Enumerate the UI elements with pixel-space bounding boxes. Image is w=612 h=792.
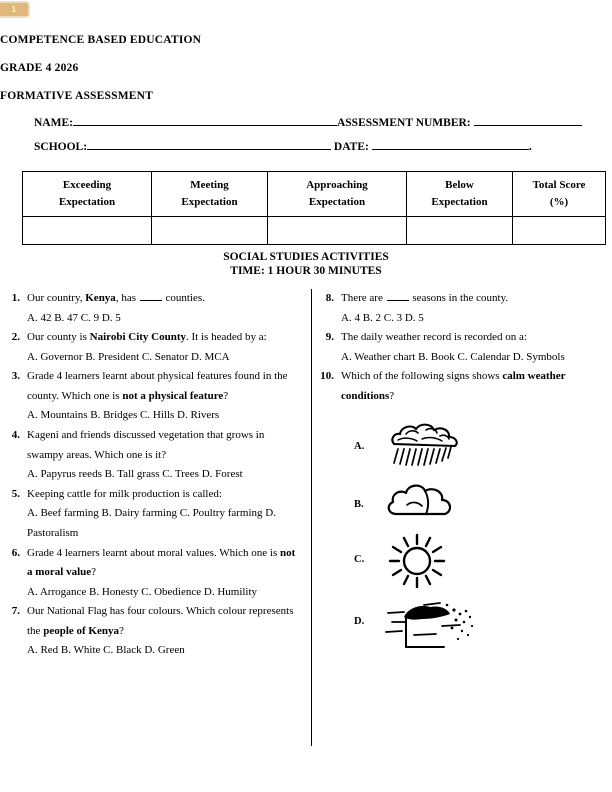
subject-time: TIME: 1 HOUR 30 MINUTES (230, 265, 382, 278)
page-number-label: 1 (11, 5, 17, 14)
question-emphasis: Nairobi City County (89, 331, 187, 344)
score-header-approaching-line2: Expectation (308, 196, 366, 208)
score-cell-total[interactable] (513, 217, 606, 245)
question-emphasis: not a moral value (27, 546, 296, 579)
score-header-approaching-line1: Approaching (306, 178, 368, 191)
question-item (6, 485, 298, 544)
question-text-run: Our county is (27, 331, 90, 344)
question-item (6, 544, 298, 603)
question-text-run: seasons in the county. (409, 292, 509, 304)
question-item (6, 426, 298, 485)
question-number: 1. (11, 292, 20, 304)
question-stem (27, 602, 298, 641)
question-stem (27, 367, 298, 406)
question-text-run: Our National Flag has four colours. Which colour represents the (27, 605, 294, 637)
question-text-run: ? (223, 389, 229, 402)
question-stem (27, 426, 298, 465)
question-number: 4. (11, 429, 20, 442)
question-text-run: Grade 4 learners learnt about physical features found in the county. Which one is (27, 370, 288, 402)
question-body (27, 289, 298, 328)
question-number: 7. (11, 605, 20, 618)
question-number: 6. (11, 546, 20, 559)
question-body (27, 426, 298, 485)
question-options[interactable]: A. Beef farming B. Dairy farming C. Poultry farming D. Pastoralism (27, 507, 276, 539)
question-item (6, 328, 298, 367)
score-table (22, 171, 606, 245)
weather-option-a[interactable] (320, 420, 606, 476)
sun-icon (384, 533, 454, 597)
candidate-fields (0, 115, 612, 163)
question-options[interactable]: A. Arrogance B. Honesty C. Obedience D. Humility (27, 585, 258, 598)
question-stem (27, 544, 298, 583)
score-table-value-row (23, 217, 606, 245)
score-header-total-line1: Total Score (532, 178, 586, 191)
question-text-run: There are (341, 292, 386, 304)
question-options[interactable]: A. Governor B. President C. Senator D. MCA (27, 350, 230, 363)
weather-option-d-label: D. (354, 616, 365, 628)
question-item (320, 367, 606, 406)
question-text-run: counties. (162, 292, 205, 304)
column-divider (311, 289, 312, 746)
question-item (6, 289, 298, 328)
question-body (27, 602, 298, 661)
weather-figure-group (320, 420, 606, 642)
score-header-below (407, 172, 513, 217)
question-text-run: . It is headed by a: (186, 331, 267, 344)
weather-option-b[interactable] (320, 478, 606, 534)
answer-blank[interactable] (140, 291, 162, 301)
school-input-rule[interactable] (87, 139, 331, 150)
question-text-run: Our country, (27, 292, 86, 304)
question-stem (27, 328, 298, 348)
question-text-run: Kageni and friends discussed vegetation that grows in swampy areas. Which one is it? (27, 429, 265, 461)
header-line-2: GRADE 4 2026 (0, 62, 79, 74)
score-header-total (513, 172, 606, 217)
score-header-total-line2: (%) (549, 196, 569, 208)
question-body (27, 328, 298, 367)
score-header-exceeding-line1: Exceeding (62, 178, 112, 191)
weather-option-d[interactable] (320, 595, 606, 651)
question-item (6, 602, 298, 661)
score-header-below-line2: Expectation (431, 196, 488, 208)
question-stem (341, 367, 606, 406)
score-cell-exceeding[interactable] (23, 217, 152, 245)
assessment-number-input-rule[interactable] (474, 115, 582, 126)
question-body (27, 544, 298, 603)
score-header-below-line1: Below (445, 178, 474, 191)
questions-column-left (6, 289, 298, 661)
question-stem (27, 289, 298, 309)
score-cell-below[interactable] (407, 217, 513, 245)
subject-heading (0, 250, 612, 278)
question-emphasis: Kenya (85, 292, 116, 304)
question-number: 2. (11, 331, 20, 344)
questions-column-right (320, 289, 606, 642)
question-text-run: Keeping cattle for milk production is called: (27, 487, 222, 500)
subject-title: SOCIAL STUDIES ACTIVITIES (223, 251, 389, 263)
date-label: DATE: (333, 141, 369, 153)
date-trailing-period: . (528, 141, 532, 153)
question-body (341, 289, 606, 328)
question-body (341, 367, 606, 406)
question-text-run: ? (91, 566, 97, 579)
question-emphasis: not a physical feature (122, 389, 224, 402)
windblown-tree-icon (384, 595, 480, 661)
question-options[interactable]: A. 4 B. 2 C. 3 D. 5 (341, 311, 424, 324)
question-emphasis: calm weather conditions (341, 370, 566, 402)
question-number: 8. (325, 292, 334, 304)
school-label: SCHOOL: (34, 141, 88, 153)
question-options[interactable]: A. Papyrus reeds B. Tall grass C. Trees D. Forest (27, 468, 243, 481)
question-item (320, 289, 606, 328)
question-text-run: Which of the following signs shows (341, 370, 503, 383)
name-label: NAME: (34, 117, 73, 129)
date-input-rule[interactable] (372, 139, 529, 150)
question-stem (341, 289, 606, 309)
question-body (341, 328, 606, 367)
weather-option-c-label: C. (354, 554, 365, 566)
question-number: 5. (11, 487, 20, 500)
name-field-row (0, 115, 612, 129)
question-text-run: The daily weather record is recorded on a: (341, 331, 527, 344)
header-line-3: FORMATIVE ASSESSMENT (0, 90, 154, 102)
score-header-meeting (152, 172, 268, 217)
score-header-exceeding-line2: Expectation (58, 196, 116, 208)
score-cell-meeting[interactable] (152, 217, 268, 245)
question-text-run: Grade 4 learners learnt about moral values. Which one is (27, 546, 281, 559)
score-header-approaching (268, 172, 407, 217)
score-cell-approaching[interactable] (268, 217, 407, 245)
question-number: 9. (325, 331, 334, 344)
cloud-icon (384, 478, 464, 530)
question-text-run: ? (118, 624, 124, 637)
question-text-run: ? (389, 389, 395, 402)
question-number: 3. (11, 370, 20, 383)
weather-option-c[interactable] (320, 533, 606, 589)
school-field-row (0, 139, 612, 153)
answer-blank[interactable] (387, 291, 409, 301)
score-header-meeting-line2: Expectation (181, 196, 238, 208)
question-item (6, 367, 298, 426)
question-emphasis: people of Kenya (43, 624, 119, 637)
weather-option-b-label: B. (354, 499, 364, 511)
question-options[interactable]: A. Mountains B. Bridges C. Hills D. Rivers (27, 409, 220, 422)
score-table-header-row (23, 172, 606, 217)
weather-option-a-label: A. (354, 441, 365, 453)
name-input-rule[interactable] (73, 115, 337, 126)
score-header-meeting-line1: Meeting (190, 178, 229, 191)
question-stem (341, 328, 606, 348)
assessment-number-label: ASSESSMENT NUMBER: (336, 117, 471, 129)
score-header-exceeding (23, 172, 152, 217)
rain-cloud-icon (384, 420, 464, 480)
question-body (27, 367, 298, 426)
header-line-1: COMPETENCE BASED EDUCATION (0, 34, 202, 46)
page-number-tab[interactable] (0, 1, 30, 18)
question-number: 10. (320, 370, 334, 383)
question-options[interactable]: A. Red B. White C. Black D. Green (27, 644, 185, 657)
question-options[interactable]: A. Weather chart B. Book C. Calendar D. Symbols (341, 350, 565, 363)
question-item (320, 328, 606, 367)
question-options[interactable]: A. 42 B. 47 C. 9 D. 5 (27, 311, 121, 324)
question-text-run: , has (115, 292, 139, 304)
question-stem (27, 485, 298, 505)
question-body (27, 485, 298, 544)
